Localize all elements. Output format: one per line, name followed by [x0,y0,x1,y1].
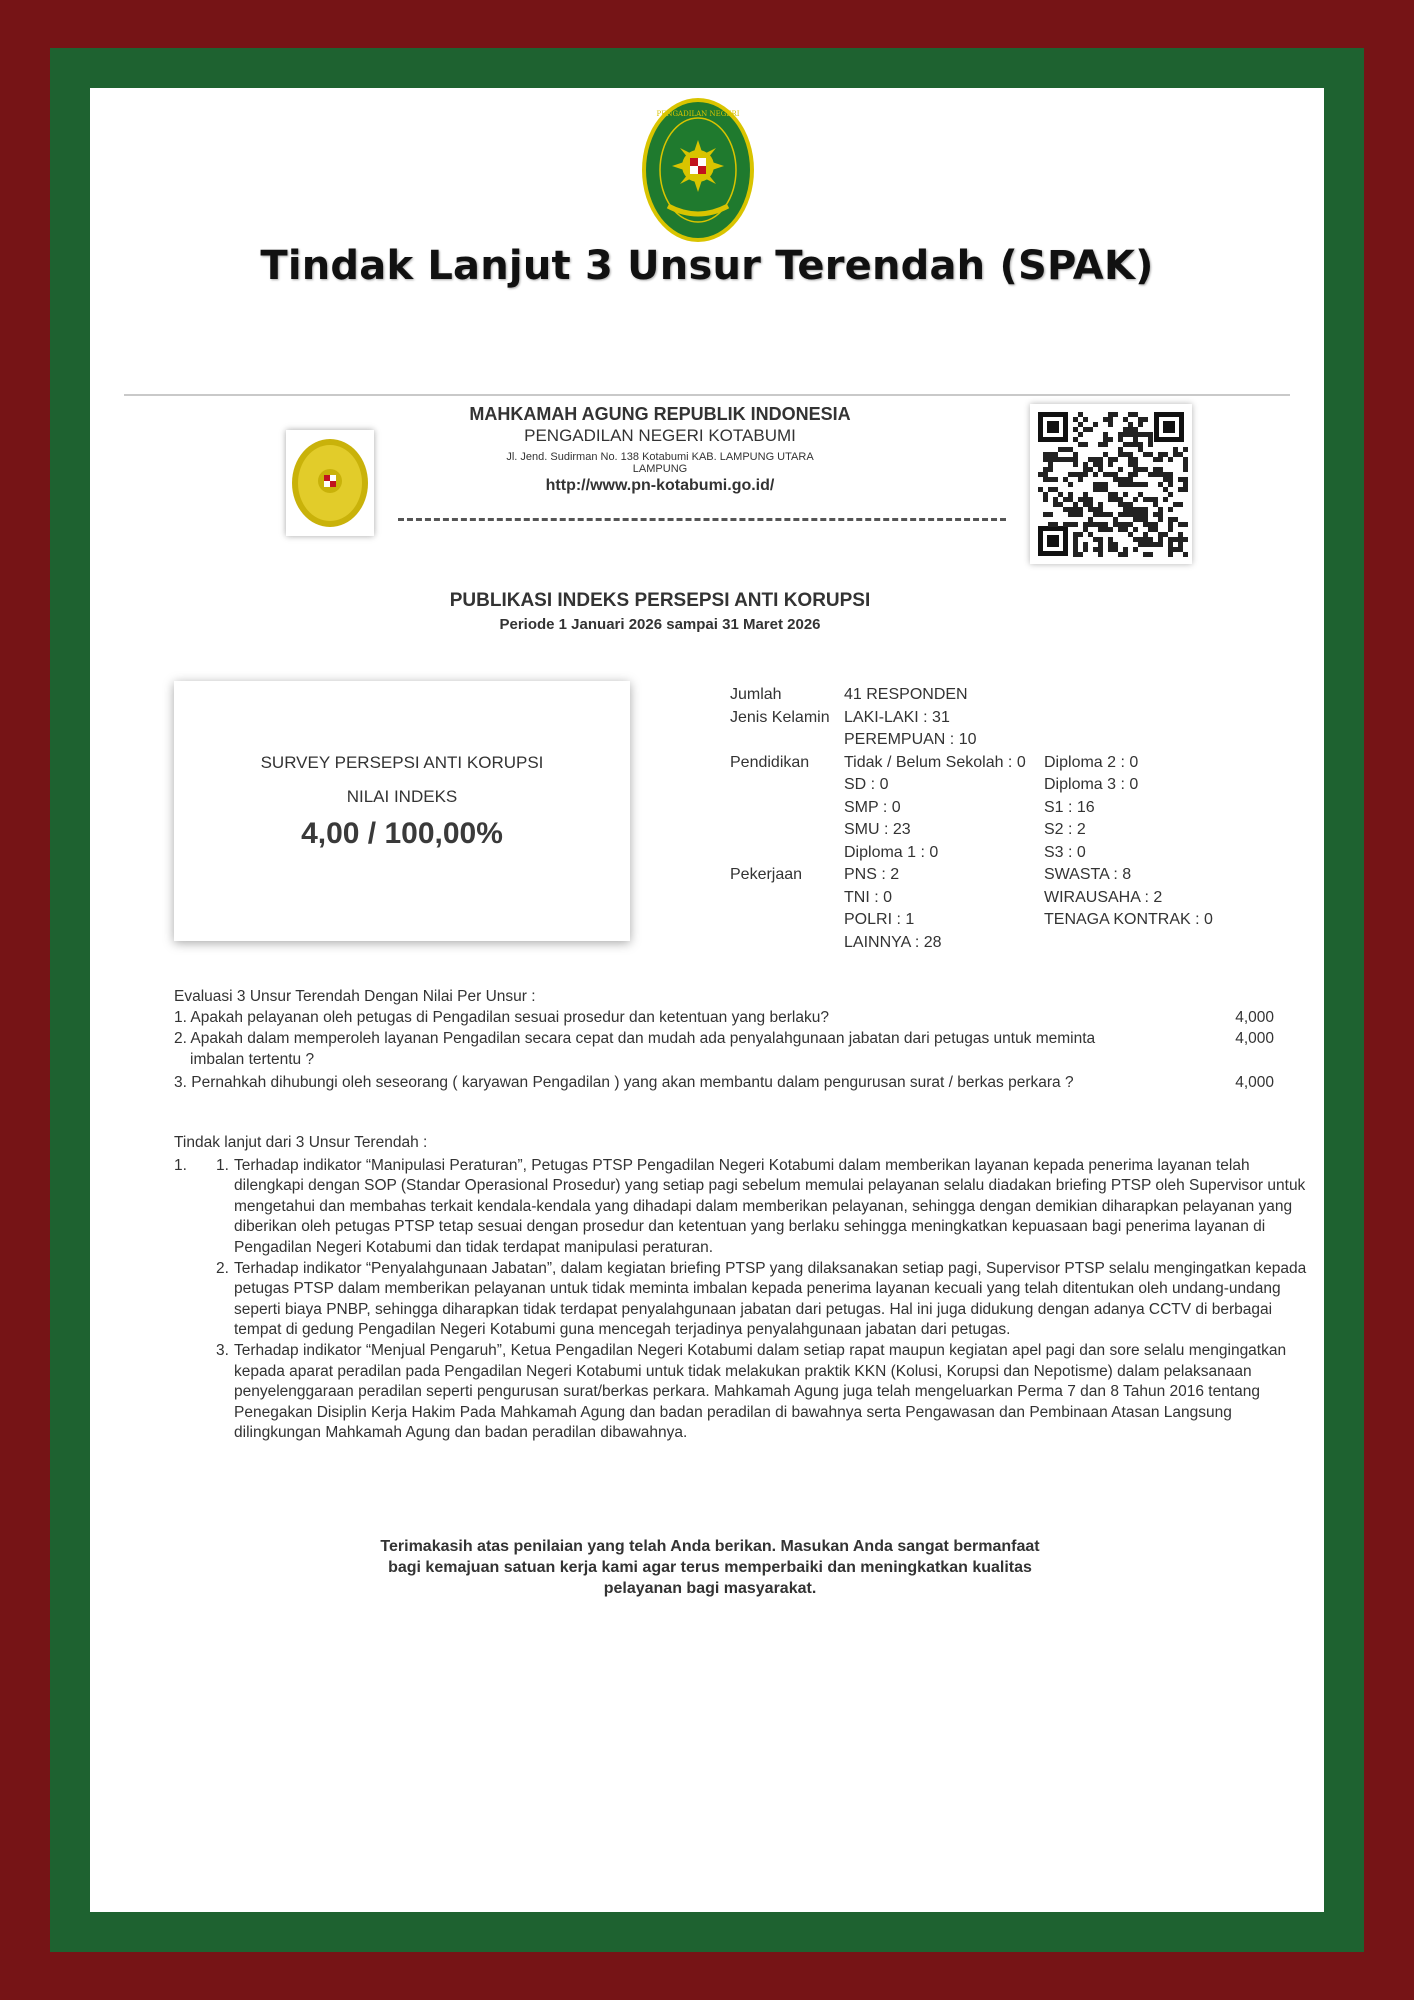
edu-item: Tidak / Belum Sekolah : 0 [844,753,1026,771]
job-item: TENAGA KONTRAK : 0 [1044,911,1213,928]
followup-text: Terhadap indikator “Penyalahgunaan Jabatan”, dalam kegiatan briefing PTSP yang dilaksanakan setiap pagi, Supervisor PTSP selalu mengingatkan kepada petugas PTSP dalam memberikan pelayanan untuk tidak meminta imbalan kepada penerima layanan kecuali yang telah ditentukan oleh undang-undang seperti biaya PNBP, sehingga diharapkan tidak terdapat penyalahgunaan jabatan dari petugas. Hal ini juga didukung dengan adanya CCTV di berbagai tempat di gedung Pengadilan Negeri Kotabumi guna mencegah terjadinya penyalahgunaan jabatan dari petugas. [234,1259,1307,1339]
followup-item [174,1259,1314,1341]
edu-item: SD : 0 [844,776,889,793]
letterhead-institution: MAHKAMAH AGUNG REPUBLIK INDONESIA [469,404,851,424]
evaluation-score: 4,000 [1235,1009,1274,1026]
edu-item: Diploma 1 : 0 [844,843,939,861]
job-item: WIRAUSAHA : 2 [1044,888,1163,906]
evaluation-question: 1. Apakah pelayanan oleh petugas di Pengadilan sesuai prosedur dan ketentuan yang berlaku? [174,1009,829,1026]
edu-item: SMU : 23 [844,821,911,838]
letterhead-address: Jl. Jend. Sudirman No. 138 Kotabumi KAB. LAMPUNG UTARA [506,451,814,463]
letterhead-dashed-rule [398,518,1006,521]
closing-message: Terimakasih atas penilaian yang telah Anda berikan. Masukan Anda sangat bermanfaat bagi kemajuan satuan kerja kami agar terus memperbaiki dan meningkatkan kualitas pelayanan bagi masyarakat. [380,1538,1040,1597]
gender-male: LAKI-LAKI : 31 [844,708,950,726]
jumlah-label: Jumlah [730,686,782,703]
followup-item [174,1341,1314,1444]
edu-item: Diploma 3 : 0 [1044,776,1139,793]
evaluation-item [174,1028,1284,1070]
evaluation-item [174,1072,1284,1093]
evaluation-question: 3. Pernahkah dihubungi oleh seseorang ( karyawan Pengadilan ) yang akan membantu dalam pengurusan surat / berkas perkara ? [174,1074,1074,1091]
gender-female: PEREMPUAN : 10 [844,731,977,748]
followup-text: Terhadap indikator “Menjual Pengaruh”, Ketua Pengadilan Negeri Kotabumi dalam setiap rapat maupun kegiatan apel pagi dan sore selalu mengingatkan kepada aparat peradilan pada Pengadilan Negeri Kotabumi untuk tidak melakukan praktik KKN (Kolusi, Korupsi dan Nepotisme) dalam pelaksanaan penyelenggaraan peradilan seperti pengurusan surat/berkas perkara. Mahkamah Agung juga telah mengeluarkan Perma 7 dan 8 Tahun 2016 tentang Penegakan Disiplin Kerja Hakim Pada Mahkamah Agung dan badan peradilan di bawahnya serta Pengawasan dan Pembinaan Atasan Langsung dilingkungan Mahkamah Agung dan badan peradilan dibawahnya. [234,1341,1287,1442]
followup-heading: Tindak lanjut dari 3 Unsur Terendah : [174,1134,428,1151]
followup-item [174,1156,1314,1259]
index-card-label: SURVEY PERSEPSI ANTI KORUPSI [260,753,544,772]
job-item: PNS : 2 [844,866,900,883]
gender-label: Jenis Kelamin [730,708,830,726]
page-title: Tindak Lanjut 3 Unsur Terendah (SPAK) [260,243,1154,289]
letterhead-court: PENGADILAN NEGERI KOTABUMI [524,426,796,445]
evaluation-question: 2. Apakah dalam memperoleh layanan Pengadilan secara cepat dan mudah ada penyalahgunaan jabatan dari petugas untuk meminta [174,1030,1096,1047]
followup-number: 1. [216,1156,229,1174]
job-item: LAINNYA : 28 [844,933,942,951]
index-card-sublabel: NILAI INDEKS [346,787,458,806]
evaluation-section [174,986,1284,1093]
edu-item: Diploma 2 : 0 [1044,753,1139,771]
evaluation-heading: Evaluasi 3 Unsur Terendah Dengan Nilai Per Unsur : [174,988,536,1005]
mahkamah-seal-icon [286,430,374,536]
followup-section [174,1133,1314,1444]
job-item: POLRI : 1 [844,911,915,928]
evaluation-item [174,1007,1284,1028]
edu-item: S3 : 0 [1044,843,1086,861]
education-label: Pendidikan [730,753,810,771]
followup-number: 2. [216,1259,229,1277]
publication-period: Periode 1 Januari 2026 sampai 31 Maret 2026 [499,616,821,633]
evaluation-score: 4,000 [1235,1030,1274,1047]
letterhead-province: LAMPUNG [632,463,688,475]
followup-number: 3. [216,1341,229,1359]
index-card [174,681,630,941]
job-label: Pekerjaan [730,866,803,883]
publication-title: PUBLIKASI INDEKS PERSEPSI ANTI KORUPSI [449,590,871,611]
edu-item: S1 : 16 [1044,798,1095,816]
job-item: TNI : 0 [844,888,893,906]
followup-outer-number: 1. [174,1156,187,1174]
letterhead-website: http://www.pn-kotabumi.go.id/ [545,477,775,494]
svg-text:PENGADILAN NEGERI: PENGADILAN NEGERI [656,110,740,118]
court-logo-icon [638,94,758,244]
evaluation-question-cont: imbalan tertentu ? [190,1051,315,1068]
index-value: 4,00 / 100,00% [301,817,503,850]
seal-image [286,430,374,536]
job-item: SWASTA : 8 [1044,866,1132,883]
evaluation-score: 4,000 [1235,1074,1274,1091]
edu-item: SMP : 0 [844,798,901,816]
letterhead [380,404,940,495]
jumlah-value: 41 RESPONDEN [844,686,968,703]
document-page [90,88,1324,1912]
divider [124,394,1290,396]
followup-text: Terhadap indikator “Manipulasi Peraturan”, Petugas PTSP Pengadilan Negeri Kotabumi dalam memberikan layanan kepada penerima layanan telah dilengkapi dengan SOP (Standar Operasional Prosedur) yang setiap pagi sebelum memulai pelayanan selalu diadakan briefing PTSP oleh Supervisor untuk mengetahui dan membahas terkait kendala-kendala yang dihadapi dalam memberikan pelayanan, sehingga dengan demikian diharapkan pelayanan yang diberikan oleh petugas PTSP tetap sesuai dengan prosedur dan ketentuan yang berlaku sehingga meningkatkan kepuasaan bagi penerima layanan di Pengadilan Negeri Kotabumi dan tidak terdapat manipulasi peraturan. [234,1156,1306,1256]
edu-item: S2 : 2 [1044,821,1086,838]
qr-code-icon [1030,404,1192,564]
